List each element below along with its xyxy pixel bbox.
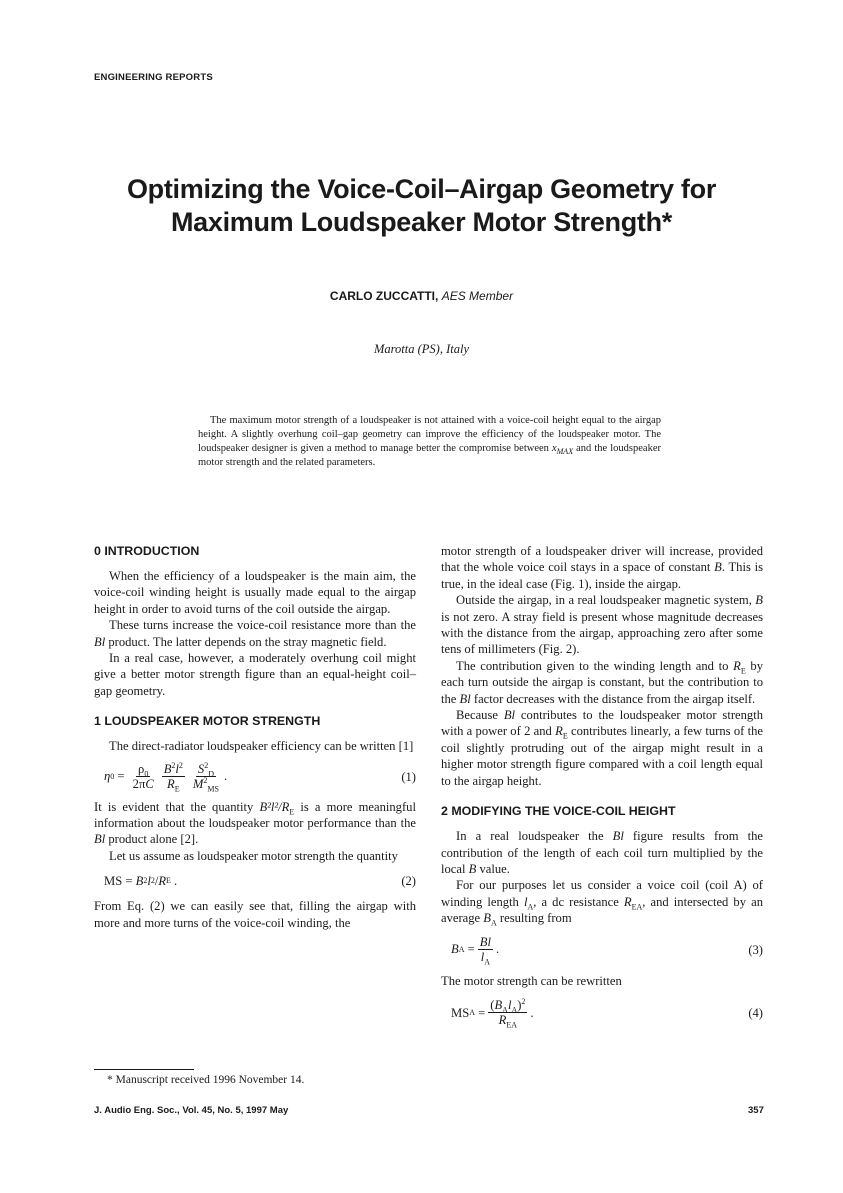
abstract-xmax <box>551 443 574 457</box>
title-line-1: Optimizing the Voice-Coil–Airgap Geometry for <box>126 174 717 204</box>
footnote-rule <box>94 1069 194 1070</box>
author-name: CARLO ZUCCATTI, <box>329 289 439 303</box>
section-2-paragraph-1: In a real loudspeaker the Bl figure results from the contribution of the length of each coil turn multiplied by the local B value. <box>441 829 763 876</box>
abstract-xmax-x: x <box>551 443 557 454</box>
equation-3: B A = $\frac{Bl}{l_A}$ . (3) <box>451 935 763 967</box>
right-paragraph-3: The contribution given to the winding length and to $R_E$ by each turn outside the airgap is constant, but the contribution to the Bl factor decreases with the distance from the airgap itself. <box>441 658 764 706</box>
title-line-2: Maximum Loudspeaker Motor Strength* <box>170 207 673 237</box>
intro-paragraph-2: These turns increase the voice-coil resistance more than the Bl product. The latter depends on the stray magnetic field. <box>94 618 416 649</box>
intro-paragraph-3: In a real case, however, a moderately overhung coil might give a better motor strength figure than an equal-height coil–gap geometry. <box>94 651 416 698</box>
section-1-paragraph-3: Let us assume as loudspeaker motor strength the quantity <box>109 848 398 863</box>
abstract-xmax-sub: MAX <box>556 447 574 457</box>
paper-title <box>90 173 753 239</box>
abstract-text-2: and the loudspeaker motor strength and the related parameters. <box>198 443 661 468</box>
section-0-heading: 0 INTRODUCTION <box>94 544 200 558</box>
author-line <box>0 289 843 303</box>
section-1-paragraph-4: From Eq. (2) we can easily see that, filling the airgap with more and more turns of the voice-coil winding, the <box>94 899 416 930</box>
section-2-heading: 2 MODIFYING THE VOICE-COIL HEIGHT <box>441 804 676 819</box>
abstract <box>198 414 661 470</box>
right-paragraph-1: motor strength of a loudspeaker driver will increase, provided that the whole voice coil stays in a space of constant B. This is true, in the ideal case (Fig. 1), inside the airgap. <box>441 544 763 591</box>
author-membership: AES Member <box>441 289 514 303</box>
equation-3-number: (3) <box>748 942 763 957</box>
intro-paragraph-1: When the efficiency of a loudspeaker is the main aim, the voice-coil winding height is usually made equal to the airgap height in order to avoid turns of the coil outside the airgap. <box>94 569 416 616</box>
running-head: ENGINEERING REPORTS <box>94 72 213 83</box>
section-1-paragraph-2: It is evident that the quantity B²l²/$R_E$ is a more meaningful information about the loudspeaker motor performance than the Bl product alone [2]. <box>94 799 416 847</box>
equation-4-number: (4) <box>748 1005 763 1020</box>
page-number: 357 <box>748 1105 764 1116</box>
equation-2: MS = B 2 l 2 / R E . (2) <box>104 874 416 889</box>
left-column <box>94 543 416 931</box>
journal-citation: J. Audio Eng. Soc., Vol. 45, No. 5, 1997 May <box>94 1105 289 1116</box>
equation-1-number: (1) <box>401 769 416 784</box>
abstract-text-1: The maximum motor strength of a loudspeaker is not attained with a voice-coil height equal to the airgap height. A slightly overhung coil–gap geometry can improve the efficiency of the loudspeaker motor. The loudspeaker designer is given a method to manage better the compromise between <box>198 415 661 454</box>
right-paragraph-2: Outside the airgap, in a real loudspeaker magnetic system, B is not zero. A stray field is present whose magnitude decreases with the distance from the airgap, approaching zero after some tens of millimeters (Fig. 2). <box>441 593 763 657</box>
right-paragraph-4: Because Bl contributes to the loudspeaker motor strength with a power of 2 and $R_E$ contributes linearly, a few turns of the coil slightly protruding out of the airgap might result in a higher motor strength figure compared with a coil length equal to the airgap height. <box>441 708 763 788</box>
section-2-paragraph-3: The motor strength can be rewritten <box>441 973 622 988</box>
section-1-paragraph-1: The direct-radiator loudspeaker efficiency can be written [1] <box>109 739 414 754</box>
equation-4: MS A = $\frac{(B_Al_A)^2}{R_{EA}}$ . (4) <box>451 997 763 1030</box>
equation-1: η 0 = $\frac{\rho_0}{2\pi C}$ $\frac{B^2l^2}{R_E}$ $\frac{S^2_D}{M^2_{MS}}$ . (1) <box>104 760 416 794</box>
right-column <box>441 543 763 1037</box>
footnote: * Manuscript received 1996 November 14. <box>107 1074 305 1086</box>
section-1-heading: 1 LOUDSPEAKER MOTOR STRENGTH <box>94 714 321 729</box>
affiliation: Marotta (PS), Italy <box>373 342 469 356</box>
section-2-paragraph-2: For our purposes let us consider a voice coil (coil A) of winding length $l_A$, a dc resistance $R_{EA}$, and intersected by an average $B_A$ resulting from <box>441 878 763 928</box>
equation-2-number: (2) <box>401 874 416 889</box>
